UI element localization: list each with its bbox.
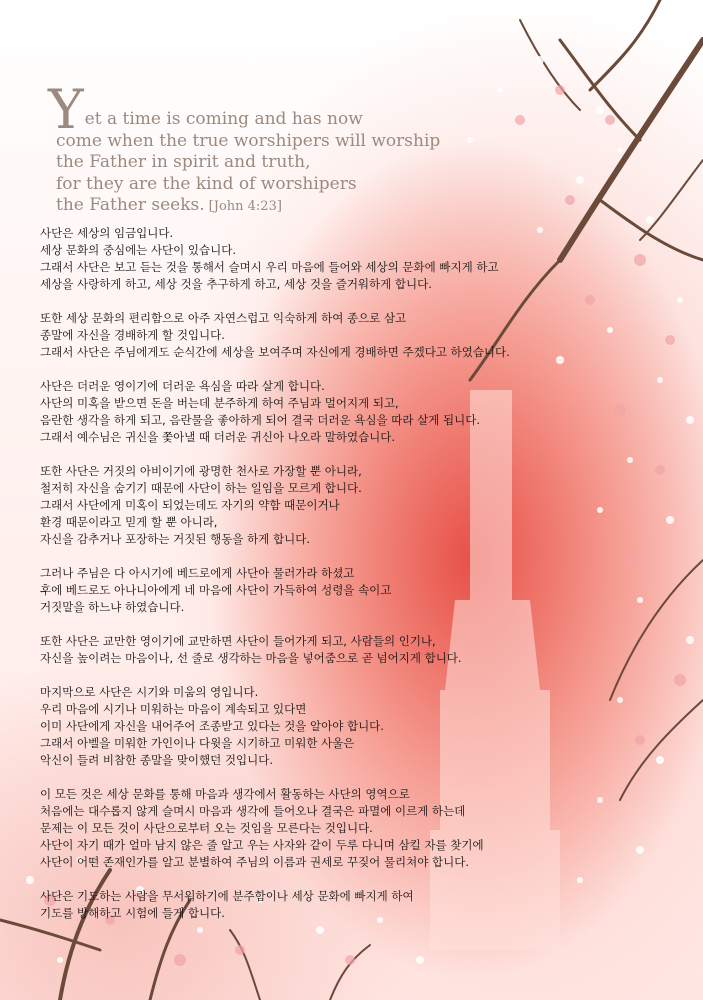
text-line: 사단이 자기 때가 얼마 남지 않은 줄 알고 우는 사자와 같이 두루 다니며 삼킬 자를 찾기에: [40, 838, 484, 852]
text-line: 사단이 어떤 존재인가를 알고 분별하여 주님의 이름과 권세로 꾸짖어 물리쳐야 합니다.: [40, 855, 470, 869]
text-line: 처음에는 대수롭지 않게 슬며시 마음과 생각에 들어오나 결국은 파멸에 이르게 하는데: [40, 804, 466, 818]
text-line: 또한 세상 문화의 편리함으로 아주 자연스럽고 익숙하게 하여 종으로 삼고: [40, 311, 407, 325]
verse-line-4: for they are the kind of worshipers: [56, 173, 357, 194]
text-line: 환경 때문이라고 믿게 할 뿐 아니라,: [40, 515, 218, 529]
bible-verse: [48, 78, 488, 218]
text-line: 악신이 들려 비참한 종말을 맞이했던 것입니다.: [40, 753, 274, 767]
verse-initial: Y: [48, 78, 84, 141]
verse-reference: [John 4:23]: [208, 199, 282, 214]
verse-line-1: Yet a time is coming and has now: [48, 78, 363, 141]
text-line: 또한 사단은 거짓의 아비이기에 광명한 천사로 가장할 뿐 아니라,: [40, 464, 362, 478]
paragraph: [40, 684, 660, 769]
text-line: 그래서 사단은 보고 듣는 것을 통해서 슬며시 우리 마음에 들어와 세상의 문화에 빠지게 하고: [40, 260, 499, 274]
text-line: 거짓말을 하느냐 하였습니다.: [40, 600, 185, 614]
paragraph: [40, 565, 660, 616]
paragraph: [40, 888, 660, 922]
verse-line-2: come when the true worshipers will worship: [56, 130, 441, 151]
paragraph: [40, 786, 660, 871]
text-line: 또한 사단은 교만한 영이기에 교만하면 사단이 들어가게 되고, 사람들의 인기나,: [40, 634, 436, 648]
text-line: 그러나 주님은 다 아시기에 베드로에게 사단아 물러가라 하셨고: [40, 566, 355, 580]
text-line: 그래서 예수님은 귀신을 쫓아낼 때 더러운 귀신아 나오라 말하였습니다.: [40, 430, 396, 444]
paragraph: [40, 310, 660, 361]
text-line: 음란한 생각을 하게 되고, 음란물을 좋아하게 되어 결국 더러운 욕심을 따라 살게 됩니다.: [40, 413, 480, 427]
text-line: 종말에 자신을 경배하게 할 것입니다.: [40, 328, 225, 342]
text-line: 우리 마음에 시기나 미워하는 마음이 계속되고 있다면: [40, 702, 307, 716]
text-line: 세상을 사랑하게 하고, 세상 것을 추구하게 하고, 세상 것을 즐거워하게 합니다.: [40, 277, 432, 291]
text-line: 문제는 이 모든 것이 사단으로부터 오는 것임을 모른다는 것입니다.: [40, 821, 373, 835]
text-line: 그래서 사단은 주님에게도 순식간에 세상을 보여주며 자신에게 경배하면 주겠다고 하였습니다.: [40, 345, 510, 359]
text-line: 자신을 높이려는 마음이나, 선 줄로 생각하는 마음을 넣어줌으로 곧 넘어지게 합니다.: [40, 651, 462, 665]
text-line: 후에 베드로도 아나니아에게 네 마음에 사단이 가득하여 성령을 속이고: [40, 583, 392, 597]
paragraph: [40, 378, 660, 446]
text-line: 이 모든 것은 세상 문화를 통해 마음과 생각에서 활동하는 사단의 영역으로: [40, 787, 410, 801]
text-line: 기도를 방해하고 시험에 들게 합니다.: [40, 906, 225, 920]
text-line: 그래서 사단에게 미혹이 되었는데도 자기의 약함 때문이거나: [40, 498, 340, 512]
text-line: 사단은 더러운 영이기에 더러운 욕심을 따라 살게 합니다.: [40, 379, 325, 393]
text-line: 사단의 미혹을 받으면 돈을 버는데 분주하게 하여 주님과 멀어지게 되고,: [40, 396, 399, 410]
paragraph: [40, 463, 660, 548]
verse-line-3: the Father in spirit and truth,: [56, 152, 311, 172]
verse-line-5: the Father seeks. [John 4:23]: [56, 195, 282, 215]
text-line: 철저히 자신을 숨기기 때문에 사단이 하는 일임을 모르게 합니다.: [40, 481, 362, 495]
text-line: 사단은 기도하는 사람을 무서워하기에 분주함이나 세상 문화에 빠지게 하여: [40, 889, 414, 903]
text-line: 자신을 감추거나 포장하는 거짓된 행동을 하게 합니다.: [40, 532, 310, 546]
paragraph: [40, 225, 660, 293]
paragraph: [40, 633, 660, 667]
text-line: 이미 사단에게 자신을 내어주어 조종받고 있다는 것을 알아야 합니다.: [40, 719, 384, 733]
body-text: [40, 225, 660, 939]
text-line: 그래서 아벨을 미워한 가인이나 다윗을 시기하고 미워한 사울은: [40, 736, 355, 750]
text-line: 마지막으로 사단은 시기와 미움의 영입니다.: [40, 685, 259, 699]
text-line: 사단은 세상의 임금입니다.: [40, 226, 174, 240]
text-line: 세상 문화의 중심에는 사단이 있습니다.: [40, 243, 237, 257]
